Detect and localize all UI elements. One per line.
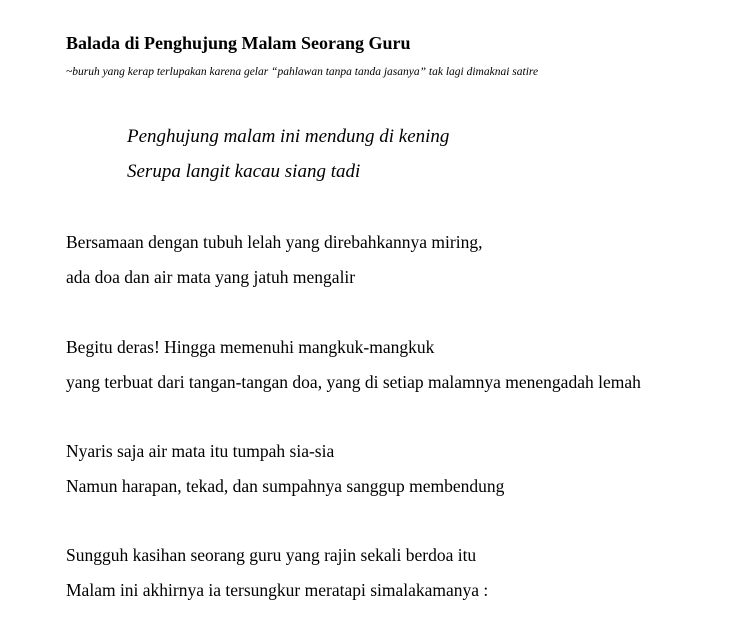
opening-line-2: Serupa langit kacau siang tadi xyxy=(127,161,361,182)
stanza-3-line-2: Namun harapan, tekad, dan sumpahnya sanggup membendung xyxy=(66,476,505,496)
poem-title: Balada di Penghujung Malam Seorang Guru xyxy=(66,33,411,53)
poem-subtitle: ~buruh yang kerap terlupakan karena gelar “pahlawan tanpa tanda jasanya” tak lagi dimaknai satire xyxy=(66,66,539,78)
stanza-1-line-2: ada doa dan air mata yang jatuh mengalir xyxy=(66,267,356,287)
stanza-1-line-1: Bersamaan dengan tubuh lelah yang direbahkannya miring, xyxy=(66,232,483,252)
stanza-3-line-1: Nyaris saja air mata itu tumpah sia-sia xyxy=(66,441,335,461)
stanza-2-line-1: Begitu deras! Hingga memenuhi mangkuk-mangkuk xyxy=(66,337,435,357)
stanza-2-line-2: yang terbuat dari tangan-tangan doa, yang di setiap malamnya menengadah lemah xyxy=(66,372,641,392)
opening-line-1: Penghujung malam ini mendung di kening xyxy=(127,126,450,147)
stanza-4-line-1: Sungguh kasihan seorang guru yang rajin sekali berdoa itu xyxy=(66,545,477,565)
stanza-4-line-2: Malam ini akhirnya ia tersungkur meratapi simalakamanya : xyxy=(66,580,489,600)
